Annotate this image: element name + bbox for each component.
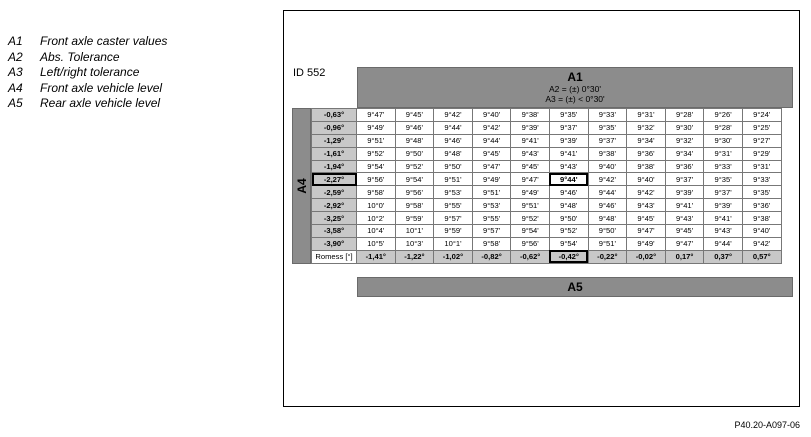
- caster-value-cell: 9°45': [395, 109, 434, 122]
- caster-value-cell: 9°43': [627, 199, 666, 212]
- table-row: [312, 121, 782, 134]
- caster-value-cell: 9°55': [472, 212, 511, 225]
- caster-value-cell: 9°49': [627, 237, 666, 250]
- caster-value-cell: 9°36': [627, 147, 666, 160]
- caster-value-cell: 9°46': [549, 186, 588, 199]
- caster-value-cell: 9°42': [434, 109, 473, 122]
- caster-value-cell: 9°49': [357, 121, 396, 134]
- caster-value-cell: 9°46': [395, 121, 434, 134]
- caster-value-cell: 9°26': [704, 109, 743, 122]
- caster-value-cell: 9°58': [395, 199, 434, 212]
- caster-value-cell: 9°48': [588, 212, 627, 225]
- caster-value-cell: 9°49': [511, 186, 550, 199]
- a1-title: A1: [567, 70, 583, 84]
- front-axle-level-header: -0,63°: [312, 109, 357, 122]
- caster-value-cell: 9°49': [472, 173, 511, 186]
- table-row: [312, 109, 782, 122]
- a5-footer: A5: [357, 277, 793, 297]
- caster-value-cell: 9°36': [665, 160, 704, 173]
- caster-value-cell: 10°2': [357, 212, 396, 225]
- caster-value-cell: 9°39': [549, 134, 588, 147]
- caster-value-cell: 9°31': [742, 160, 781, 173]
- legend-item: [8, 50, 167, 66]
- caster-value-cell: 9°33': [704, 160, 743, 173]
- caster-value-cell: 9°35': [704, 173, 743, 186]
- table-row: [312, 225, 782, 238]
- caster-value-cell: 9°39': [511, 121, 550, 134]
- rear-axle-level-header: 0,57°: [742, 250, 781, 263]
- caster-value-cell: 9°35': [588, 121, 627, 134]
- caster-value-cell: 9°47': [472, 160, 511, 173]
- caster-value-cell: 9°41': [511, 134, 550, 147]
- caster-value-cell: 9°36': [742, 199, 781, 212]
- legend-text: Abs. Tolerance: [40, 49, 120, 64]
- a4-label: A4: [295, 178, 309, 194]
- caster-value-cell: 9°38': [627, 160, 666, 173]
- caster-value-cell: 9°32': [665, 134, 704, 147]
- caster-value-cell: 9°41': [549, 147, 588, 160]
- rear-axle-level-header: -0,22°: [588, 250, 627, 263]
- caster-value-cell: 9°46': [588, 199, 627, 212]
- caster-value-cell: 9°51': [588, 237, 627, 250]
- caster-value-cell: 9°28': [665, 109, 704, 122]
- a3-tolerance: A3 = (±) < 0°30': [545, 94, 605, 104]
- caster-value-cell: 9°56': [357, 173, 396, 186]
- caster-value-cell: 9°35': [742, 186, 781, 199]
- caster-value-cell: 9°44': [704, 237, 743, 250]
- legend-code: A2: [8, 49, 23, 64]
- caster-value-cell: 9°44': [549, 173, 588, 186]
- legend-code: A1: [8, 34, 23, 48]
- caster-value-cell: 9°54': [549, 237, 588, 250]
- caster-value-cell: 9°33': [588, 109, 627, 122]
- caster-value-cell: 9°56': [395, 186, 434, 199]
- caster-value-cell: 9°47': [627, 225, 666, 238]
- front-axle-level-header: -2,59°: [312, 186, 357, 199]
- caster-value-cell: 9°56': [511, 237, 550, 250]
- caster-value-cell: 9°59': [434, 225, 473, 238]
- caster-value-cell: 9°42': [472, 121, 511, 134]
- caster-value-cell: 9°52': [549, 225, 588, 238]
- rear-axle-level-header: -0,42°: [549, 250, 588, 263]
- front-axle-level-header: -1,94°: [312, 160, 357, 173]
- caster-value-cell: 10°1': [395, 225, 434, 238]
- caster-value-cell: 9°34': [627, 134, 666, 147]
- caster-value-cell: 9°38': [511, 109, 550, 122]
- front-axle-level-header: -3,58°: [312, 225, 357, 238]
- caster-value-cell: 9°37': [549, 121, 588, 134]
- table-row: [312, 212, 782, 225]
- caster-value-cell: 9°40': [742, 225, 781, 238]
- caster-value-cell: 9°57': [472, 225, 511, 238]
- caster-value-cell: 9°37': [704, 186, 743, 199]
- front-axle-level-header: -1,61°: [312, 147, 357, 160]
- a2-tolerance: A2 = (±) 0°30': [549, 84, 601, 94]
- rear-axle-level-header: -1,22°: [395, 250, 434, 263]
- front-axle-level-header: -3,25°: [312, 212, 357, 225]
- document-code: P40.20-A097-06: [734, 420, 800, 430]
- caster-value-cell: 9°50': [549, 212, 588, 225]
- a4-side-label-block: [292, 108, 311, 264]
- caster-value-cell: 9°37': [665, 173, 704, 186]
- caster-value-cell: 9°55': [434, 199, 473, 212]
- table-row: [312, 199, 782, 212]
- caster-value-cell: 9°48': [434, 147, 473, 160]
- caster-value-cell: 9°50': [395, 147, 434, 160]
- caster-value-cell: 9°47': [357, 109, 396, 122]
- caster-value-cell: 9°51': [511, 199, 550, 212]
- front-axle-level-header: -2,92°: [312, 199, 357, 212]
- table-row: [312, 237, 782, 250]
- caster-value-cell: 9°42': [742, 237, 781, 250]
- rear-axle-level-header: 0,37°: [704, 250, 743, 263]
- caster-value-cell: 9°48': [395, 134, 434, 147]
- table-row: [312, 134, 782, 147]
- caster-value-cell: 9°46': [434, 134, 473, 147]
- caster-value-cell: 9°31': [704, 147, 743, 160]
- table-row: [312, 147, 782, 160]
- caster-value-cell: 9°47': [511, 173, 550, 186]
- front-axle-level-header: -3,90°: [312, 237, 357, 250]
- rear-axle-level-header: -0,02°: [627, 250, 666, 263]
- caster-value-cell: 9°31': [627, 109, 666, 122]
- caster-value-cell: 9°40': [588, 160, 627, 173]
- caster-value-cell: 9°33': [742, 173, 781, 186]
- legend-text: Front axle vehicle level: [40, 80, 163, 95]
- caster-value-cell: 9°41': [704, 212, 743, 225]
- caster-value-cell: 9°45': [627, 212, 666, 225]
- id-label: ID 552: [293, 67, 326, 79]
- caster-value-cell: 10°4': [357, 225, 396, 238]
- legend-text: Rear axle vehicle level: [40, 96, 161, 110]
- romess-row: [312, 250, 782, 263]
- caster-value-cell: 9°24': [742, 109, 781, 122]
- legend-code: A3: [8, 65, 23, 79]
- caster-value-cell: 9°58': [357, 186, 396, 199]
- caster-value-cell: 9°40': [472, 109, 511, 122]
- rear-axle-level-header: -1,02°: [434, 250, 473, 263]
- caster-value-cell: 9°30': [704, 134, 743, 147]
- caster-value-cell: 9°41': [665, 199, 704, 212]
- front-axle-level-header: -1,29°: [312, 134, 357, 147]
- caster-value-cell: 9°43': [549, 160, 588, 173]
- caster-value-cell: 9°58': [472, 237, 511, 250]
- caster-value-cell: 9°34': [665, 147, 704, 160]
- caster-value-cell: 9°25': [742, 121, 781, 134]
- caster-value-cell: 9°52': [511, 212, 550, 225]
- front-axle-level-header: -0,96°: [312, 121, 357, 134]
- caster-value-cell: 9°39': [704, 199, 743, 212]
- rear-axle-level-header: -0,62°: [511, 250, 550, 263]
- legend-item: [8, 34, 167, 50]
- caster-value-cell: 9°45': [665, 225, 704, 238]
- legend-item: [8, 81, 167, 97]
- legend-text: Left/right tolerance: [40, 65, 140, 79]
- caster-value-cell: 9°45': [472, 147, 511, 160]
- caster-value-cell: 9°51': [472, 186, 511, 199]
- caster-value-cell: 9°27': [742, 134, 781, 147]
- legend-item: [8, 65, 167, 81]
- caster-value-cell: 10°1': [434, 237, 473, 250]
- caster-value-cell: 9°54': [395, 173, 434, 186]
- rear-axle-level-header: 0,17°: [665, 250, 704, 263]
- legend-code: A5: [8, 96, 23, 110]
- caster-value-cell: 9°42': [588, 173, 627, 186]
- legend-text: Front axle caster values: [40, 34, 168, 48]
- caster-value-cell: 9°43': [665, 212, 704, 225]
- caster-value-cell: 9°57': [434, 212, 473, 225]
- rear-axle-level-header: -1,41°: [357, 250, 396, 263]
- caster-value-cell: 9°48': [549, 199, 588, 212]
- legend-code: A4: [8, 80, 23, 95]
- caster-value-cell: 9°38': [588, 147, 627, 160]
- caster-value-cell: 9°44': [588, 186, 627, 199]
- caster-value-cell: 9°43': [704, 225, 743, 238]
- caster-value-cell: 9°35': [549, 109, 588, 122]
- caster-value-cell: 9°44': [472, 134, 511, 147]
- caster-value-cell: 9°40': [627, 173, 666, 186]
- legend: [8, 34, 167, 112]
- caster-value-cell: 10°0': [357, 199, 396, 212]
- caster-value-cell: 9°51': [434, 173, 473, 186]
- caster-value-cell: 9°54': [357, 160, 396, 173]
- caster-value-cell: 9°42': [627, 186, 666, 199]
- rear-axle-level-header: -0,82°: [472, 250, 511, 263]
- legend-item: [8, 96, 167, 112]
- table-row: [312, 160, 782, 173]
- caster-value-cell: 9°53': [472, 199, 511, 212]
- caster-value-cell: 9°28': [704, 121, 743, 134]
- caster-value-cell: 10°3': [395, 237, 434, 250]
- caster-value-cell: 9°51': [357, 134, 396, 147]
- caster-value-cell: 10°5': [357, 237, 396, 250]
- romess-label: Romess [°]: [312, 250, 357, 263]
- caster-value-cell: 9°52': [357, 147, 396, 160]
- caster-value-cell: 9°32': [627, 121, 666, 134]
- caster-value-cell: 9°54': [511, 225, 550, 238]
- caster-value-table: [311, 108, 782, 264]
- caster-value-cell: 9°44': [434, 121, 473, 134]
- caster-value-cell: 9°43': [511, 147, 550, 160]
- table-row: [312, 186, 782, 199]
- front-axle-level-header: -2,27°: [312, 173, 357, 186]
- caster-value-cell: 9°59': [395, 212, 434, 225]
- caster-value-cell: 9°45': [511, 160, 550, 173]
- a1-header: [357, 67, 793, 108]
- caster-value-cell: 9°39': [665, 186, 704, 199]
- caster-value-cell: 9°50': [434, 160, 473, 173]
- caster-value-cell: 9°30': [665, 121, 704, 134]
- caster-value-cell: 9°37': [588, 134, 627, 147]
- caster-value-cell: 9°38': [742, 212, 781, 225]
- caster-value-cell: 9°50': [588, 225, 627, 238]
- caster-value-cell: 9°53': [434, 186, 473, 199]
- caster-value-cell: 9°29': [742, 147, 781, 160]
- table-row: [312, 173, 782, 186]
- caster-value-cell: 9°52': [395, 160, 434, 173]
- caster-value-cell: 9°47': [665, 237, 704, 250]
